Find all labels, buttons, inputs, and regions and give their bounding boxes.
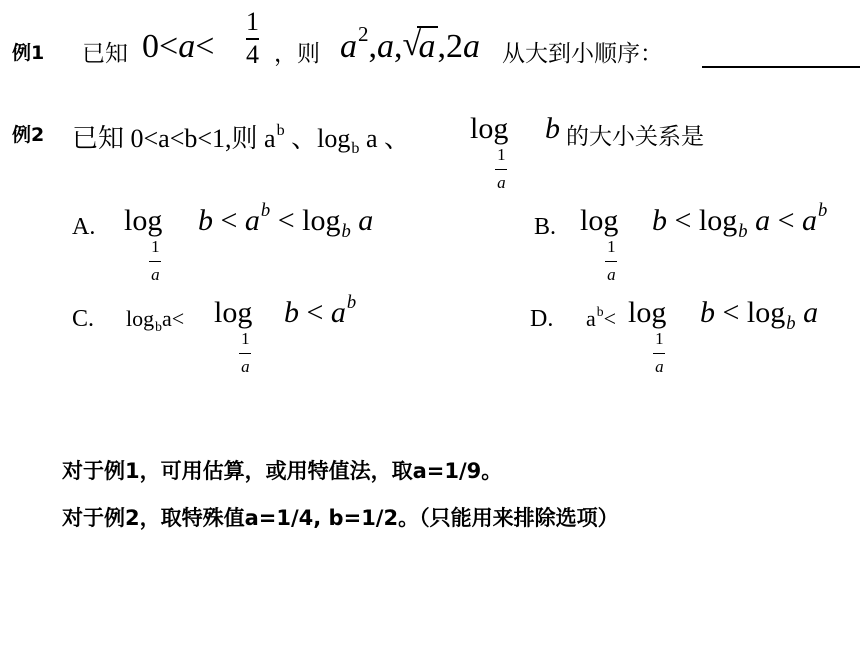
var-a: a: [178, 28, 196, 65]
var-a: a: [358, 204, 374, 237]
sqrt-a: [403, 28, 438, 66]
exponent-b: b: [276, 121, 285, 139]
sub-numerator: 1: [497, 145, 506, 164]
log-word: log: [302, 204, 341, 237]
coefficient-2: 2: [446, 28, 464, 65]
exponent-2: 2: [358, 22, 369, 47]
var-a: a: [803, 296, 819, 329]
log-word: log: [470, 112, 509, 145]
option-a[interactable]: [72, 200, 452, 284]
example2-stem: [72, 118, 410, 155]
log-base-one-over-a: [470, 112, 509, 192]
option-c-letter: C.: [72, 306, 95, 332]
sub-bar: [239, 353, 251, 354]
option-c-prefix: [126, 306, 184, 332]
less-than: <: [777, 204, 795, 237]
option-c-rest: [284, 292, 357, 330]
log-subscript: [236, 330, 254, 375]
example2-tail: 的大小关系是: [566, 124, 704, 150]
sub-denominator: a: [497, 173, 506, 192]
var-a: a: [377, 28, 395, 65]
fraction-denominator: 4: [246, 39, 259, 69]
log-base-b: b: [786, 312, 796, 334]
fraction-numerator: 1: [246, 7, 259, 36]
less-than: <: [603, 306, 616, 331]
log-base-b: b: [738, 220, 748, 242]
exponent-b: b: [596, 303, 604, 319]
log-b-a-prefix: 、log: [291, 124, 351, 153]
exponent-b: b: [346, 292, 357, 314]
sub-numerator: 1: [607, 237, 616, 256]
less-than: <: [159, 28, 179, 65]
comma: ,: [437, 28, 447, 65]
option-b[interactable]: [534, 200, 854, 284]
log-word: log: [214, 296, 253, 329]
log-subscript: [602, 238, 620, 283]
one-quarter-fraction: [246, 8, 259, 69]
log-base-one-over-a: [628, 296, 667, 376]
note-example1: 对于例1，可用估算，或用特值法，取a=1/9。: [62, 459, 503, 483]
sub-denominator: a: [607, 265, 616, 284]
option-d-prefix: [586, 303, 616, 332]
option-c[interactable]: [72, 292, 452, 376]
log-subscript: [650, 330, 668, 375]
var-b: b: [284, 296, 299, 329]
option-a-letter: A.: [72, 214, 96, 240]
less-than: <: [195, 28, 215, 65]
log-arg-b: b: [545, 112, 560, 145]
log-word: log: [126, 306, 155, 331]
less-than: <: [277, 204, 295, 237]
sub-bar: [605, 261, 617, 262]
option-d-rest: [700, 296, 819, 334]
var-b: b: [652, 204, 667, 237]
example1-inequality: [142, 28, 214, 66]
a-less-than: a<: [161, 306, 185, 331]
log-base-b: b: [351, 139, 360, 157]
comma: ,: [394, 28, 403, 65]
var-a: a: [418, 28, 436, 65]
less-than: <: [722, 296, 740, 329]
log-word: log: [746, 296, 786, 329]
log-base-one-over-a: [214, 296, 253, 376]
less-than: <: [306, 296, 324, 329]
sub-denominator: a: [241, 357, 250, 376]
log-base-b: b: [155, 318, 162, 334]
log-subscript: [492, 146, 510, 191]
log-arg-a: a: [365, 124, 378, 153]
example2-intro: 已知 0<a<b<1,则 a: [72, 124, 276, 153]
log-base-b: b: [341, 220, 351, 242]
var-a: a: [340, 28, 357, 65]
sub-numerator: 1: [241, 329, 250, 348]
log-base-one-over-a: [580, 204, 619, 284]
log-base-one-over-a: [124, 204, 163, 284]
less-than: <: [220, 204, 238, 237]
enumeration-comma: 、: [383, 124, 410, 153]
zero-text: 0: [142, 28, 159, 65]
example1-then: ，则: [274, 41, 320, 67]
example1-label: 例1: [12, 42, 45, 64]
sub-bar: [653, 353, 665, 354]
exponent-b: b: [817, 200, 828, 222]
exponent-b: b: [260, 200, 271, 222]
sub-denominator: a: [151, 265, 160, 284]
log-subscript: [146, 238, 164, 283]
var-a: a: [755, 204, 771, 237]
sub-numerator: 1: [655, 329, 664, 348]
log-word: log: [698, 204, 738, 237]
option-b-letter: B.: [534, 214, 557, 240]
option-d[interactable]: [530, 292, 856, 376]
log-word: log: [124, 204, 163, 237]
var-a: a: [801, 204, 817, 237]
radical-icon: √: [402, 26, 422, 63]
log-word: log: [580, 204, 619, 237]
example1-terms: [340, 22, 481, 66]
var-a: a: [330, 296, 346, 329]
example2-label: 例2: [12, 124, 45, 146]
note-example2: 对于例2，取特殊值a=1/4, b=1/2。（只能用来排除选项）: [62, 506, 619, 530]
option-d-letter: D.: [530, 306, 554, 332]
var-a: a: [586, 306, 596, 331]
sub-bar: [149, 261, 161, 262]
answer-blank: [702, 40, 860, 68]
option-a-rest: [198, 200, 374, 242]
option-b-rest: [652, 200, 828, 242]
var-a: a: [463, 28, 481, 65]
comma: ,: [368, 28, 378, 65]
var-b: b: [700, 296, 715, 329]
var-b: b: [198, 204, 213, 237]
sub-numerator: 1: [151, 237, 160, 256]
var-a: a: [244, 204, 260, 237]
sub-denominator: a: [655, 357, 664, 376]
example1-intro: 已知: [82, 41, 128, 67]
example1-tail: 从大到小顺序：: [502, 41, 663, 67]
sub-bar: [495, 169, 507, 170]
less-than: <: [674, 204, 692, 237]
log-word: log: [628, 296, 667, 329]
